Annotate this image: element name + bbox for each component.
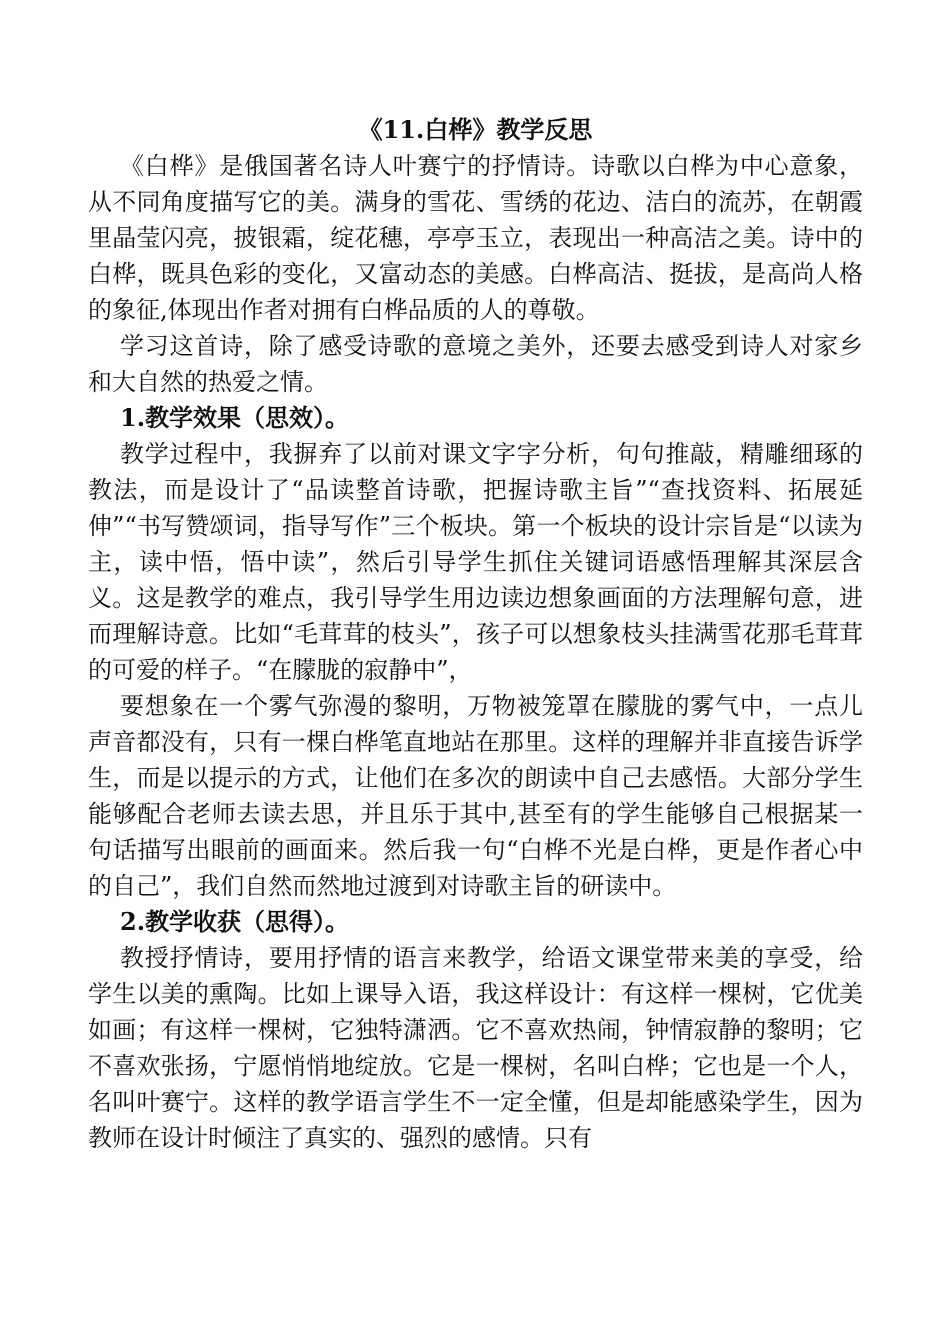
section-paragraph: 教学过程中，我摒弃了以前对课文字字分析，句句推敲，精雕细琢的教法，而是设计了“品读整首诗歌，把握诗歌主旨”“查找资料、拓展延伸”“书写赞颂词，指导写作”三个板块。第一个板块的设计宗旨是“以读为主，读中悟，悟中读”，然后引导学生抓住关键词语感悟理解其深层含义。这是教学的难点，我引导学生用边读边想象画面的方法理解句意，进而理解诗意。比如“毛茸茸的枝头”，孩子可以想象枝头挂满雪花那毛茸茸的可爱的样子。“在朦胧的寂静中”， <box>88 440 863 684</box>
intro-paragraph: 学习这首诗，除了感受诗歌的意境之美外，还要去感受到诗人对家乡和大自然的热爱之情。 <box>88 332 863 396</box>
document-body <box>88 112 863 1156</box>
section-paragraph: 教授抒情诗，要用抒情的语言来教学，给语文课堂带来美的享受，给学生以美的熏陶。比如上课导入语，我这样设计：有这样一棵树，它优美如画；有这样一棵树，它独特潇洒。它不喜欢热闹，钟情寂静的黎明；它不喜欢张扬，宁愿悄悄地绽放。它是一棵树，名叫白桦；它也是一个人，名叫叶赛宁。这样的教学语言学生不一定全懂，但是却能感染学生，因为教师在设计时倾注了真实的、强烈的感情。只有 <box>88 944 863 1152</box>
section-paragraph: 要想象在一个雾气弥漫的黎明，万物被笼罩在朦胧的雾气中，一点儿声音都没有，只有一棵白桦笔直地站在那里。这样的理解并非直接告诉学生，而是以提示的方式，让他们在多次的朗读中自己去感悟。大部分学生能够配合老师去读去思，并且乐于其中,甚至有的学生能够自己根据某一句话描写出眼前的画面来。然后我一句“白桦不光是白桦，更是作者心中的自己”，我们自然而然地过渡到对诗歌主旨的研读中。 <box>88 692 863 900</box>
section-heading: 2.教学收获（思得）。 <box>120 907 350 936</box>
document-title: 《11.白桦》教学反思 <box>358 115 593 144</box>
section-heading: 1.教学效果（思效）。 <box>120 403 350 432</box>
intro-paragraph: 《白桦》是俄国著名诗人叶赛宁的抒情诗。诗歌以白桦为中心意象，从不同角度描写它的美。满身的雪花、雪绣的花边、洁白的流苏，在朝霞里晶莹闪亮，披银霜，绽花穗，亭亭玉立，表现出一种高洁之美。诗中的白桦，既具色彩的变化，又富动态的美感。白桦高洁、挺拔，是高尚人格的象征,体现出作者对拥有白桦品质的人的尊敬。 <box>88 152 863 324</box>
